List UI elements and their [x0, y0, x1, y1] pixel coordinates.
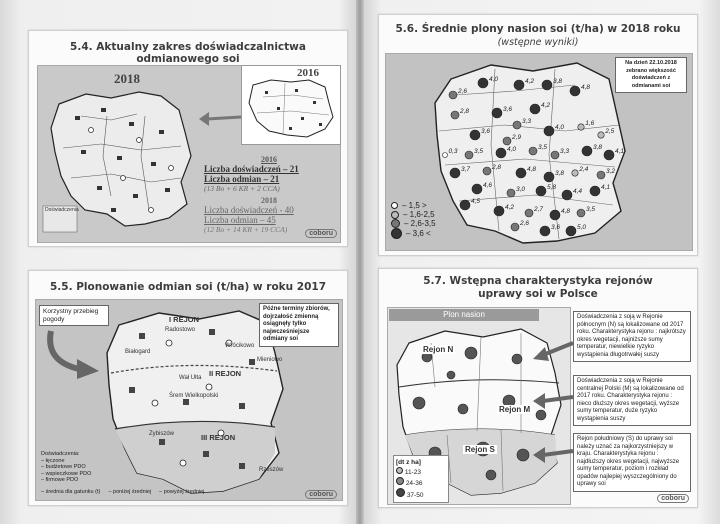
rejon-s-label: Rejon S: [465, 445, 495, 454]
yield-dot: [516, 168, 526, 178]
yield-value-label: 3,8: [553, 78, 563, 85]
rejon-n-label: Rejon N: [423, 345, 454, 354]
yield-value-label: 4,0: [507, 146, 517, 153]
stats-detail-2018: (12 Bo + 14 KR + 19 CCA): [204, 225, 288, 234]
legend-label: – 3,6 <: [406, 229, 431, 238]
legend-title: [dt z ha]: [396, 459, 421, 466]
yield-dot: [478, 78, 488, 88]
yield-value-label: 4,5: [471, 198, 481, 205]
yield-value-label: 3,6: [503, 106, 513, 113]
yield-value-label: 4,8: [581, 84, 591, 91]
yield-value-label: 2,6: [458, 88, 468, 95]
legend-mean: – średnia dla gatunku (t): [41, 489, 101, 495]
yield-value-label: 2,8: [460, 108, 470, 115]
yield-value-label: 4,6: [483, 182, 493, 189]
yield-value-label: 3,6: [481, 128, 491, 135]
yield-dot: [529, 147, 537, 155]
legend-label: – 1,6-2,5: [403, 210, 435, 219]
harvest-status-note: Na dzień 22.10.2018 zebrano większość doświadczeń z odmianami soi: [615, 57, 687, 93]
yield-dot: [460, 200, 470, 210]
slide-5-4: [28, 30, 348, 247]
yield-value-label: 3,2: [606, 168, 616, 175]
poland-map-2018: [41, 86, 201, 236]
yield-dot: [542, 80, 552, 90]
yield-dot: [525, 209, 533, 217]
yield-value-label: 2,8: [492, 164, 502, 171]
legend-dot-smallest: [391, 202, 398, 209]
legend-row: [396, 488, 446, 500]
yield-dot: [443, 153, 448, 158]
stats-var-2018: Liczba odmian – 45: [204, 215, 276, 225]
legend-dot-small: [391, 211, 399, 219]
stats-exp-2016: Liczba doświadczeń – 21: [204, 164, 299, 174]
legend-dot-medium: [391, 219, 400, 228]
yield-value-label: 4,2: [505, 204, 515, 211]
yield-dot: [492, 108, 502, 118]
yield-dot: [598, 132, 604, 138]
region-3-label: III REJON: [201, 433, 236, 442]
yield-dot: [551, 151, 559, 159]
legend-item: – łęczone: [41, 457, 65, 464]
yield-dot: [451, 111, 459, 119]
yield-dot: [578, 124, 584, 130]
map-legend-title: Doświadczenia: [45, 207, 79, 213]
slide-title: 5.7. Wstępna charakterystyka rejonów uprawy soi w Polsce: [423, 275, 653, 300]
yield-dot: [577, 209, 585, 217]
legend-label: – 1,5 >: [402, 201, 427, 210]
town-label: Rzeszów: [259, 467, 284, 473]
town-label: Śrem Wielkopolski: [169, 393, 219, 399]
region-2-label: II REJON: [209, 369, 242, 378]
yield-value-label: 3,0: [516, 186, 526, 193]
yield-value-label: 3,6: [551, 224, 561, 231]
yield-dot: [540, 226, 550, 236]
yield-dot: [503, 137, 511, 145]
legend-row: [391, 201, 436, 210]
yield-dot: [450, 168, 460, 178]
note-rejon-n: Doświadczenia z soją w Rejonie północnym (N) są lokalizowane od 2017 roku. Charakterystyka rejonu : najkrótszy okres wegetacji, najniższe sumy temperatur, niewielkie ryzyko wystąpienia długotrwałej suszy: [573, 311, 691, 362]
slide-title: 5.5. Plonowanie odmian soi (t/ha) w roku 2017: [49, 281, 327, 293]
yield-dot: [544, 126, 554, 136]
map-legend: [41, 451, 121, 484]
legend-row: [396, 467, 446, 477]
arrow-to-inset: [197, 109, 243, 129]
yield-dot: [496, 148, 506, 158]
yield-dot: [590, 186, 600, 196]
region-1-label: I REJON: [169, 315, 200, 324]
binding-spine: [356, 0, 364, 524]
rejon-m-label: Rejon M: [499, 405, 531, 414]
legend-dot-medium: [396, 477, 404, 485]
yield-value-label: 4,8: [561, 208, 571, 215]
legend-row: [391, 210, 436, 219]
legend-dot-small: [396, 467, 403, 474]
yield-dot: [483, 167, 491, 175]
yield-dot: [597, 171, 605, 179]
slide-5-6: [378, 14, 698, 256]
yield-value-label: 2,4: [579, 166, 589, 173]
yield-value-label: 2,6: [520, 220, 530, 227]
slide-subtitle: (wstępne wyniki): [497, 37, 579, 48]
coboru-logo: coboru: [305, 229, 337, 238]
yield-dot: [449, 91, 457, 99]
legend-item: – firmowe PDO: [41, 477, 79, 483]
coboru-logo: coboru: [657, 494, 689, 503]
legend-item: – budżetowe PDO: [41, 464, 86, 470]
yield-value-label: 3,3: [522, 118, 532, 125]
stats-year-2016: 2016: [261, 155, 277, 164]
yield-value-label: 2,5: [605, 128, 615, 135]
yield-value-label: 4,2: [525, 78, 535, 85]
year-main: 2018: [114, 71, 140, 86]
legend-title: Doświadczenia:: [41, 451, 80, 457]
stats-var-2016: Liczba odmian – 21: [204, 174, 280, 184]
town-label: Białogard: [125, 349, 151, 355]
yield-value-label: 1,6: [585, 120, 595, 127]
weather-note: Korzystny przebieg pogody: [39, 305, 109, 326]
yield-value-label: 4,0: [555, 124, 565, 131]
yield-dot: [472, 184, 482, 194]
note-rejon-m: Doświadczenia z soją w Rejonie centralnej Polski (M) są lokalizowane od 2017 roku. Charakterystyka rejonu : nieco dłuższy okres wegetacji, wyższe sumy temperatur, duże ryzyko wystąpienia suszy: [573, 375, 691, 426]
yield-value-label: 0,3: [448, 148, 458, 155]
yield-value-label: 4,0: [489, 76, 499, 83]
legend-row: [391, 219, 436, 228]
legend-label: – 2,6-3,5: [404, 219, 436, 228]
yield-dot: [544, 172, 554, 182]
yield-dot: [513, 121, 521, 129]
yield-value-label: 4,1: [601, 184, 611, 191]
stats-year-2018: 2018: [261, 196, 277, 205]
yield-value-label: 3,8: [555, 170, 565, 177]
legend-label: 37-50: [406, 492, 424, 499]
yield-dot: [604, 150, 614, 160]
yield-value-label: 3,5: [538, 144, 548, 151]
stats-2016: [204, 155, 334, 234]
poland-map-2016: [243, 77, 337, 141]
yield-dot: [530, 104, 540, 114]
legend-above: – powyżej średniej: [159, 489, 205, 495]
legend-item: – wspieczkowe PDO: [41, 470, 92, 477]
slide-title: 5.6. Średnie plony nasion soi (t/ha) w 2018 roku: [395, 23, 681, 35]
yield-dot: [572, 170, 578, 176]
town-label: Radostowo: [165, 327, 196, 333]
town-label: Wał Ułta: [179, 375, 202, 381]
legend-label: 24-36: [405, 480, 423, 487]
yield-value-label: 5,0: [577, 224, 587, 231]
yield-dot: [566, 226, 576, 236]
town-label: Mieniowo: [257, 357, 283, 363]
yield-value-label: 3,7: [461, 166, 471, 173]
legend-row: [396, 477, 446, 488]
slide-5-5: [28, 270, 348, 506]
slide-title: 5.4. Aktualny zakres doświadczalnictwa odmianowego soi: [70, 41, 306, 65]
yield-value-label: 4,2: [541, 102, 551, 109]
yield-legend: [391, 201, 436, 239]
yield-dot: [536, 186, 546, 196]
yield-value-label: 4,4: [573, 188, 583, 195]
legend-below: – poniżej średniej: [108, 489, 152, 495]
yield-dot: [511, 223, 519, 231]
town-label: Zybiszów: [149, 431, 175, 437]
stats-exp-2018: Liczba doświadczeń - 40: [204, 205, 294, 215]
yield-dot: [562, 190, 572, 200]
yield-dot: [582, 146, 592, 156]
legend-label: 11-23: [404, 469, 421, 476]
yield-value-label: 4,1: [615, 148, 625, 155]
coboru-logo: coboru: [305, 490, 337, 499]
map-header: Plon nasion: [389, 309, 539, 321]
poland-yield-map: [425, 55, 635, 247]
yield-dot: [514, 80, 524, 90]
yield-value-label: 2,7: [534, 206, 544, 213]
yield-value-label: 3,8: [593, 144, 603, 151]
late-harvest-note: Późne terminy zbiorów, dojrzałość zmienną osiągnęły tylko najwcześniejsze odmiany soi: [259, 303, 339, 347]
slide-5-7: [378, 268, 698, 508]
yield-legend: [41, 489, 204, 495]
yield-value-label: 2,9: [512, 134, 522, 141]
map-legend: [393, 455, 449, 503]
yield-dot: [570, 86, 580, 96]
stats-detail-2016: (13 Bo + 6 KR + 2 CCA): [204, 184, 280, 193]
town-label: Wrócikowo: [225, 343, 255, 349]
yield-value-label: 3,5: [474, 148, 484, 155]
yield-value-label: 5,8: [547, 184, 557, 191]
legend-dot-large: [391, 228, 402, 239]
year-inset: 2016: [297, 67, 319, 79]
yield-value-label: 4,8: [527, 166, 537, 173]
yield-dot: [465, 151, 473, 159]
legend-row: [391, 228, 436, 239]
yield-dot: [470, 130, 480, 140]
yield-value-label: 3,5: [586, 206, 596, 213]
yield-dot: [550, 210, 560, 220]
yield-value-label: 3,3: [560, 148, 570, 155]
yield-dot: [494, 206, 504, 216]
legend-dot-large: [396, 488, 405, 497]
yield-dot: [507, 189, 515, 197]
pointer-arrows: [529, 329, 575, 469]
note-rejon-s: Rejon południowy (S) do uprawy soi należy uznać za najkorzystniejszy w kraju. Charakterystyka rejonu : najdłuższy okres wegetacji, najwyższe sumy temperatur, poziom i rozkład opadów najlepiej wyszczególniony do uprawy soi: [573, 433, 691, 492]
